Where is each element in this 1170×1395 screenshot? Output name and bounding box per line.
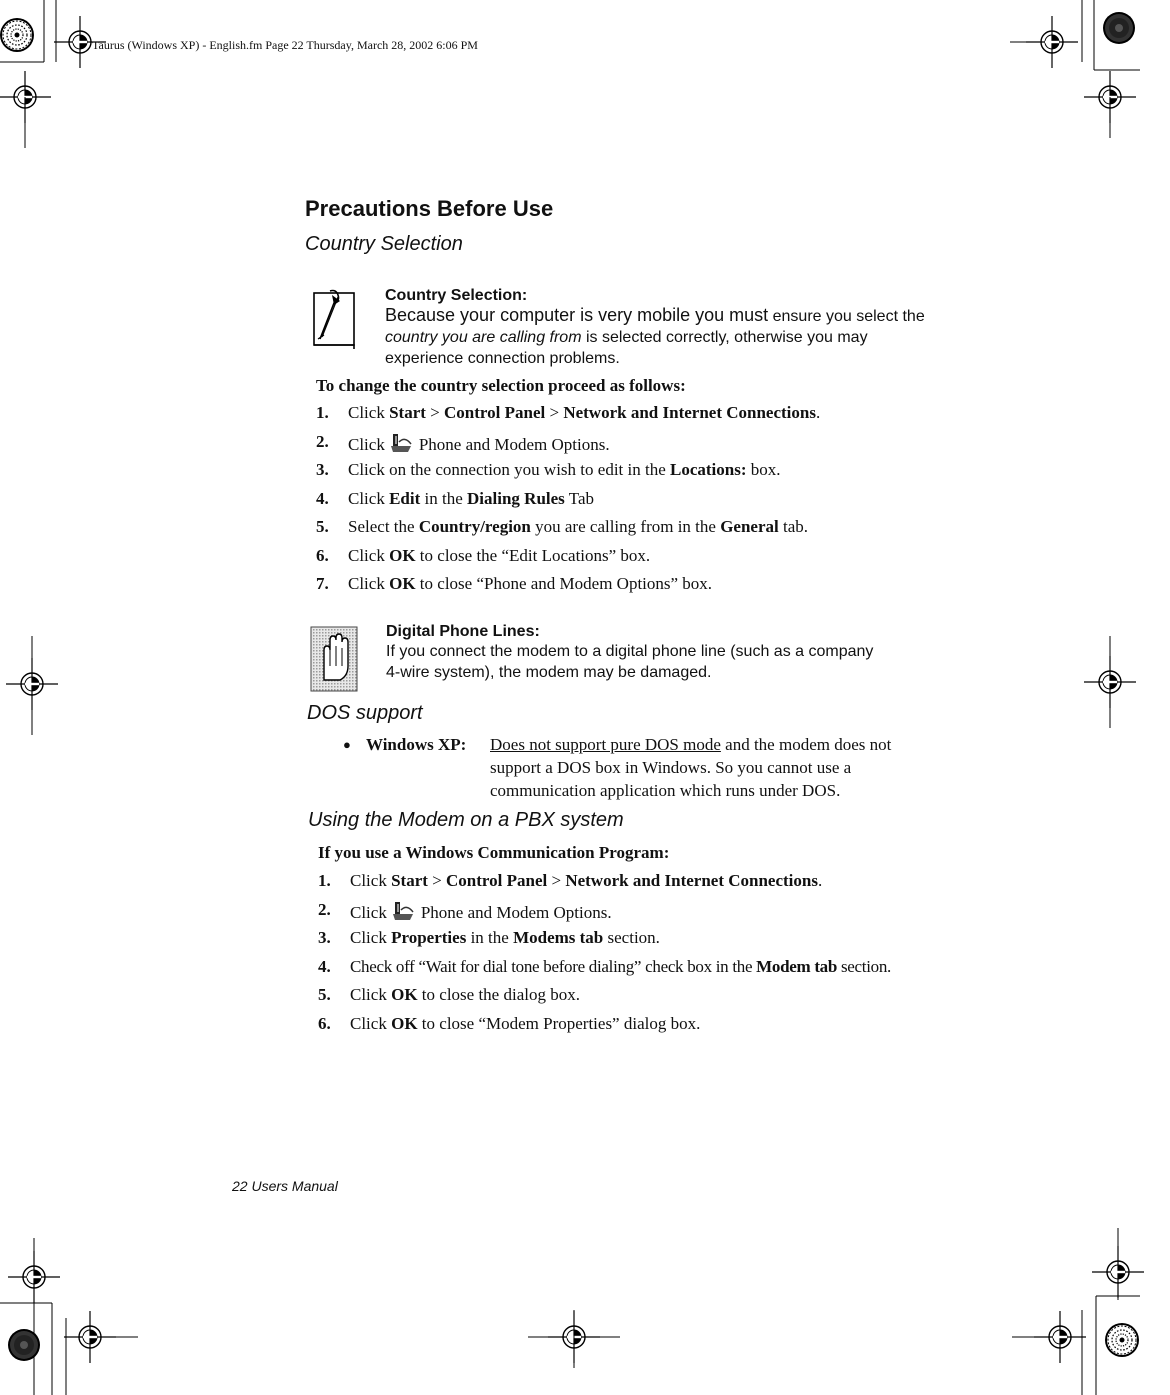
page-title: Precautions Before Use [305,196,554,221]
list-item [316,460,956,489]
registration-mark-icon [64,1311,116,1363]
step-text: Click Phone and Modem Options. [350,900,612,923]
procedure-lead-country: To change the country selection proceed as follows: [316,376,686,395]
note-body [386,641,986,683]
step-number: 5. [318,985,331,1004]
note-text-italic: country you are calling from [385,329,582,346]
step-text: Click OK to close the “Edit Locations” box. [348,545,651,565]
note-text: Because your computer is very mobile you must [385,305,769,325]
corner-mark-star-bottom-right [1105,1323,1139,1357]
section-heading-pbx: Using the Modem on a PBX system [308,809,624,831]
corner-mark-dot-top-right [1103,12,1135,44]
step-number: 3. [316,460,329,479]
corner-mark-dot-bottom-left [8,1329,40,1361]
country-steps-list [316,403,956,603]
step-text: Click on the connection you wish to edit in the Locations: box. [348,460,781,479]
warning-hand-icon [310,626,358,692]
step-text: Click Edit in the Dialing Rules Tab [348,488,594,508]
note-pencil-icon [308,287,358,355]
step-text: Check off “Wait for dial tone before dialing” check box in the Modem tab section. [350,956,891,976]
dos-text-line: and the modem does not [720,735,892,754]
step-number: 1. [318,871,331,890]
list-item [316,546,956,575]
list-item [316,489,956,518]
step-number: 1. [316,403,329,422]
section-heading-dos: DOS support [307,702,423,724]
step-number: 6. [318,1013,331,1033]
page-footer: 22 Users Manual [232,1178,338,1194]
step-text: Click Properties in the Modems tab section. [350,928,660,947]
list-item [316,574,956,603]
step-number: 2. [318,899,331,919]
list-item [316,403,956,432]
note-text: experience connection problems. [385,350,620,367]
registration-mark-icon [8,1251,60,1303]
list-item [318,900,998,929]
step-text: Click OK to close “Phone and Modem Options” box. [348,574,713,593]
step-number: 7. [316,574,329,593]
step-number: 6. [316,545,329,565]
step-text: Click Start > Control Panel > Network and Internet Connections. [348,403,821,422]
note-country-selection [385,287,985,369]
dos-underlined-text: Does not support pure DOS mode [490,735,721,754]
list-item [318,1014,998,1043]
step-number: 3. [318,928,331,947]
list-item [318,928,998,957]
phone-modem-icon [389,900,415,922]
note-text: ensure you select the [768,308,925,325]
list-item [316,517,956,546]
step-text: Select the Country/region you are calling from in the General tab. [348,517,809,536]
list-item [316,432,956,461]
pbx-steps-list [318,871,998,1042]
step-text: Click OK to close “Modem Properties” dialog box. [350,1013,701,1033]
section-heading-country: Country Selection [305,233,463,255]
step-number: 2. [316,431,329,451]
print-slug: Taurus (Windows XP) - English.fm Page 22 Thursday, March 28, 2002 6:06 PM [92,38,478,52]
phone-modem-icon [387,432,413,454]
procedure-lead-pbx: If you use a Windows Communication Program: [318,843,670,862]
registration-mark-icon [1026,16,1078,68]
step-number: 4. [318,956,331,976]
list-item [318,957,998,986]
corner-mark-star-top-left [0,18,34,52]
note-title: Country Selection: [385,287,528,304]
dos-text [490,733,891,802]
dos-text-line: support a DOS box in Windows. So you cannot use a [490,758,852,777]
registration-mark-icon [6,658,58,710]
note-text: If you connect the modem to a digital phone line (such as a company [386,643,874,660]
list-item [318,871,998,900]
dos-text-line: communication application which runs under DOS. [490,781,841,800]
note-title: Digital Phone Lines: [386,623,540,640]
step-text: Click Phone and Modem Options. [348,432,610,455]
dos-label: Windows XP: [366,735,467,754]
list-item [318,985,998,1014]
step-text: Click Start > Control Panel > Network and Internet Connections. [350,871,823,890]
note-text: 4-wire system), the modem may be damaged. [386,664,712,681]
dos-support-item [343,733,983,805]
registration-mark-icon [1092,1246,1144,1298]
step-text: Click OK to close the dialog box. [350,985,580,1004]
step-number: 5. [316,517,329,536]
note-digital-phone-lines [386,623,986,683]
registration-mark-icon [1084,656,1136,708]
step-number: 4. [316,488,329,508]
note-text: is selected correctly, otherwise you may [581,329,868,346]
registration-mark-icon [1034,1311,1086,1363]
bullet: ● [343,737,351,752]
note-body [385,305,985,369]
